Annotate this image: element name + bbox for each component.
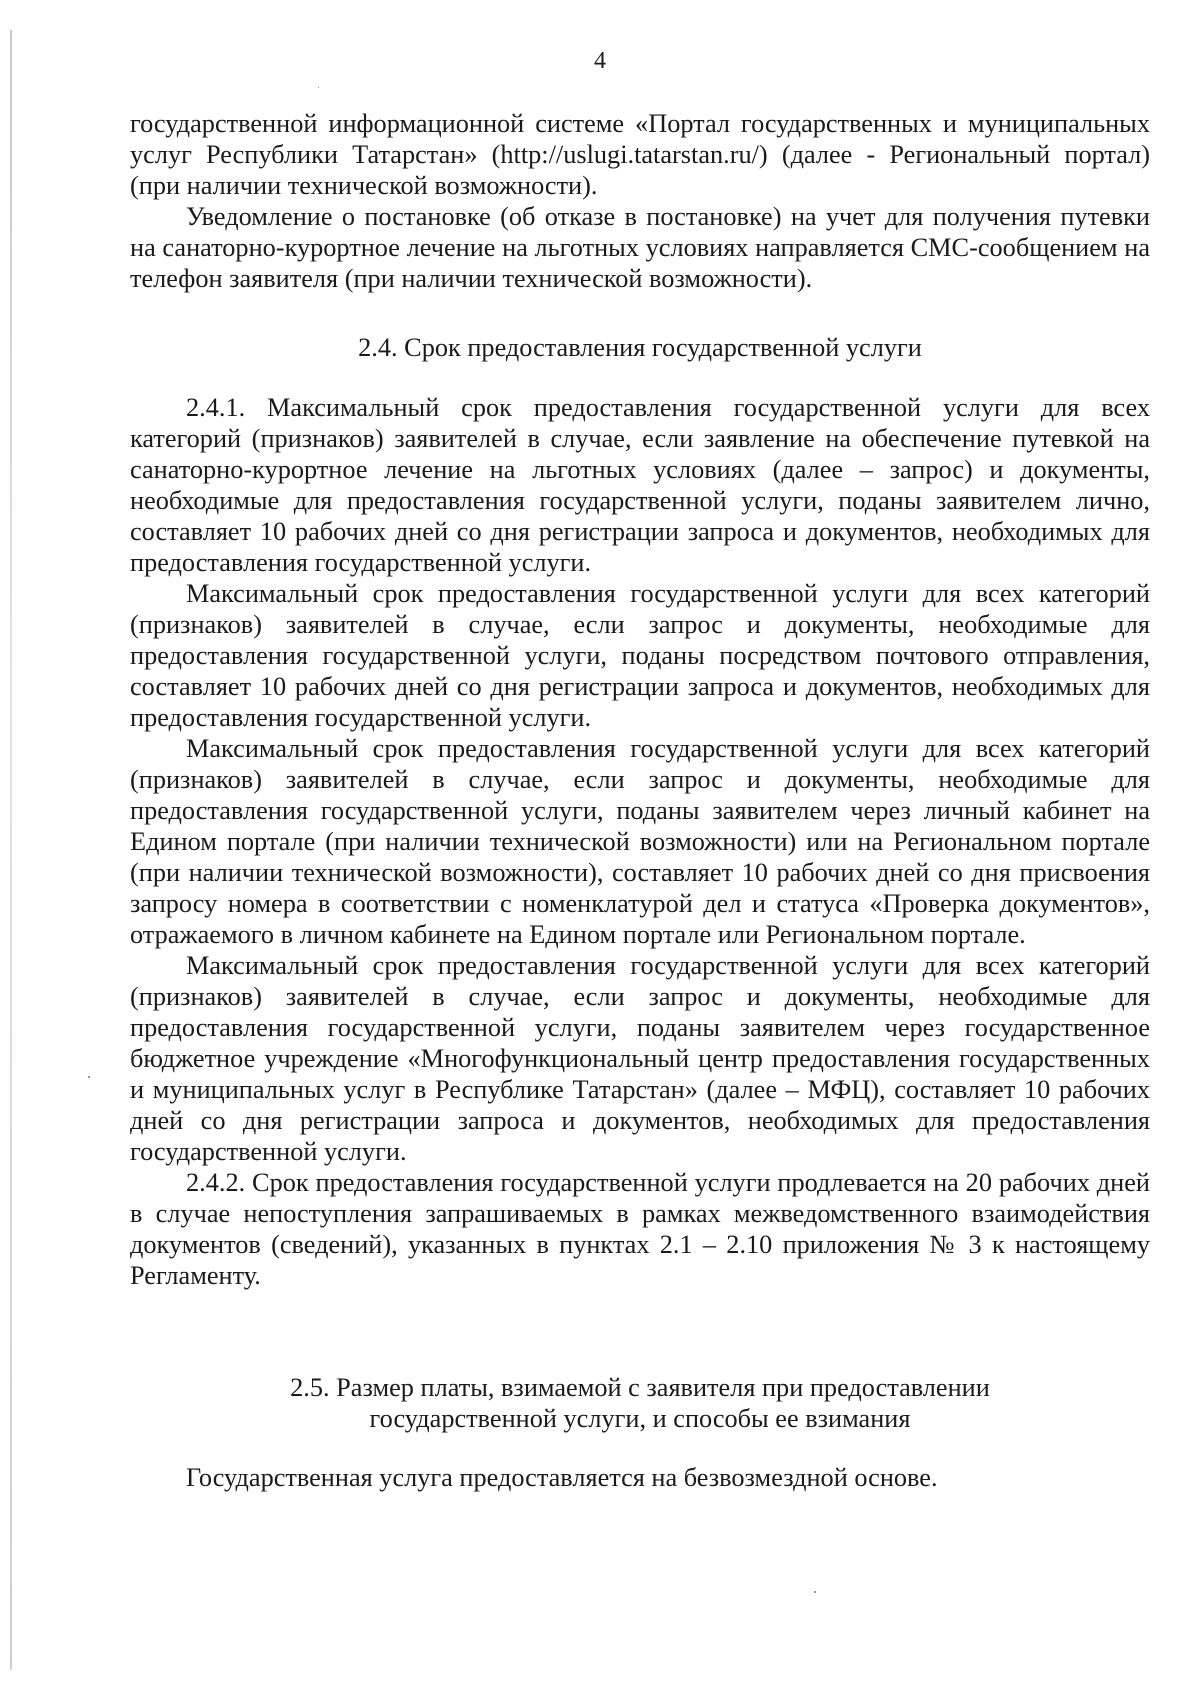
section-2-5-body bbox=[130, 1462, 1150, 1493]
paragraph-2-4-2: 2.4.2. Срок предоставления государственной услуги продлевается на 20 рабочих дней в случае непоступления запрашиваемых в рамках межведомственного взаимодействия документов (сведений), указанных в пунктах 2.1 – 2.10 приложения № 3 к настоящему Регламенту. bbox=[130, 1168, 1150, 1290]
section-heading-2-5 bbox=[130, 1372, 1150, 1434]
scan-edge bbox=[10, 30, 12, 1670]
scan-speck bbox=[318, 87, 319, 88]
paragraph-free-service: Государственная услуга предоставляется на безвозмездной основе. bbox=[186, 1463, 938, 1492]
section-heading-2-4: 2.4. Срок предоставления государственной услуги bbox=[358, 333, 922, 362]
page-number: 4 bbox=[594, 48, 606, 74]
scan-speck bbox=[814, 1591, 816, 1593]
paragraph-postal: Максимальный срок предоставления государственной услуги для всех категорий (признаков) заявителей в случае, если запрос и документы, необходимые для предоставления государственной услуги, поданы посредством почтового отправления, составляет 10 рабочих дней со дня регистрации запроса и документов, необходимых для предоставления государственной услуги. bbox=[130, 579, 1150, 732]
paragraph-mfc: Максимальный срок предоставления государственной услуги для всех категорий (признаков) заявителей в случае, если запрос и документы, необходимые для предоставления государственной услуги, поданы заявителем через государственное бюджетное учреждение «Многофункциональный центр предоставления государственных и муниципальных услуг в Республике Татарстан» (далее – МФЦ), составляет 10 рабочих дней со дня регистрации запроса и документов, необходимых для предоставления государственной услуги. bbox=[130, 951, 1150, 1166]
heading-line-1: 2.5. Размер платы, взимаемой с заявителя при предоставлении bbox=[290, 1373, 990, 1402]
heading-line-2: государственной услуги, и способы ее взимания bbox=[369, 1404, 911, 1433]
paragraph-portal: Максимальный срок предоставления государственной услуги для всех категорий (признаков) заявителей в случае, если запрос и документы, необходимые для предоставления государственной услуги, поданы заявителем через личный кабинет на Едином портале (при наличии технической возможности) или на Региональном портале (при наличии технической возможности), составляет 10 рабочих дней со дня присвоения запросу номера в соответствии с номенклатурой дел и статуса «Проверка документов», отражаемого в личном кабинете на Едином портале или Региональном портале. bbox=[130, 734, 1150, 949]
intro-block bbox=[130, 108, 1150, 294]
notification-paragraph: Уведомление о постановке (об отказе в постановке) на учет для получения путевки на санаторно-курортное лечение на льготных условиях направляется СМС-сообщением на телефон заявителя (при наличии технической возможности). bbox=[130, 202, 1150, 293]
continuation-paragraph: государственной информационной системе «Портал государственных и муниципальных услуг Республики Татарстан» (http://uslugi.tatarstan.ru/) (далее - Региональный портал) (при наличии технической возможности). bbox=[130, 109, 1150, 200]
paragraph-2-4-1: 2.4.1. Максимальный срок предоставления государственной услуги для всех категорий (признаков) заявителей в случае, если заявление на обеспечение путевкой на санаторно-курортное лечение на льготных условиях (далее – запрос) и документы, необходимые для предоставления государственной услуги, поданы заявителем лично, составляет 10 рабочих дней со дня регистрации запроса и документов, необходимых для предоставления государственной услуги. bbox=[130, 393, 1150, 577]
section-2-4-body bbox=[130, 392, 1150, 1291]
section-2-4-heading-block bbox=[130, 332, 1150, 363]
scan-speck bbox=[88, 1076, 90, 1078]
section-2-5-heading-block bbox=[130, 1372, 1150, 1434]
